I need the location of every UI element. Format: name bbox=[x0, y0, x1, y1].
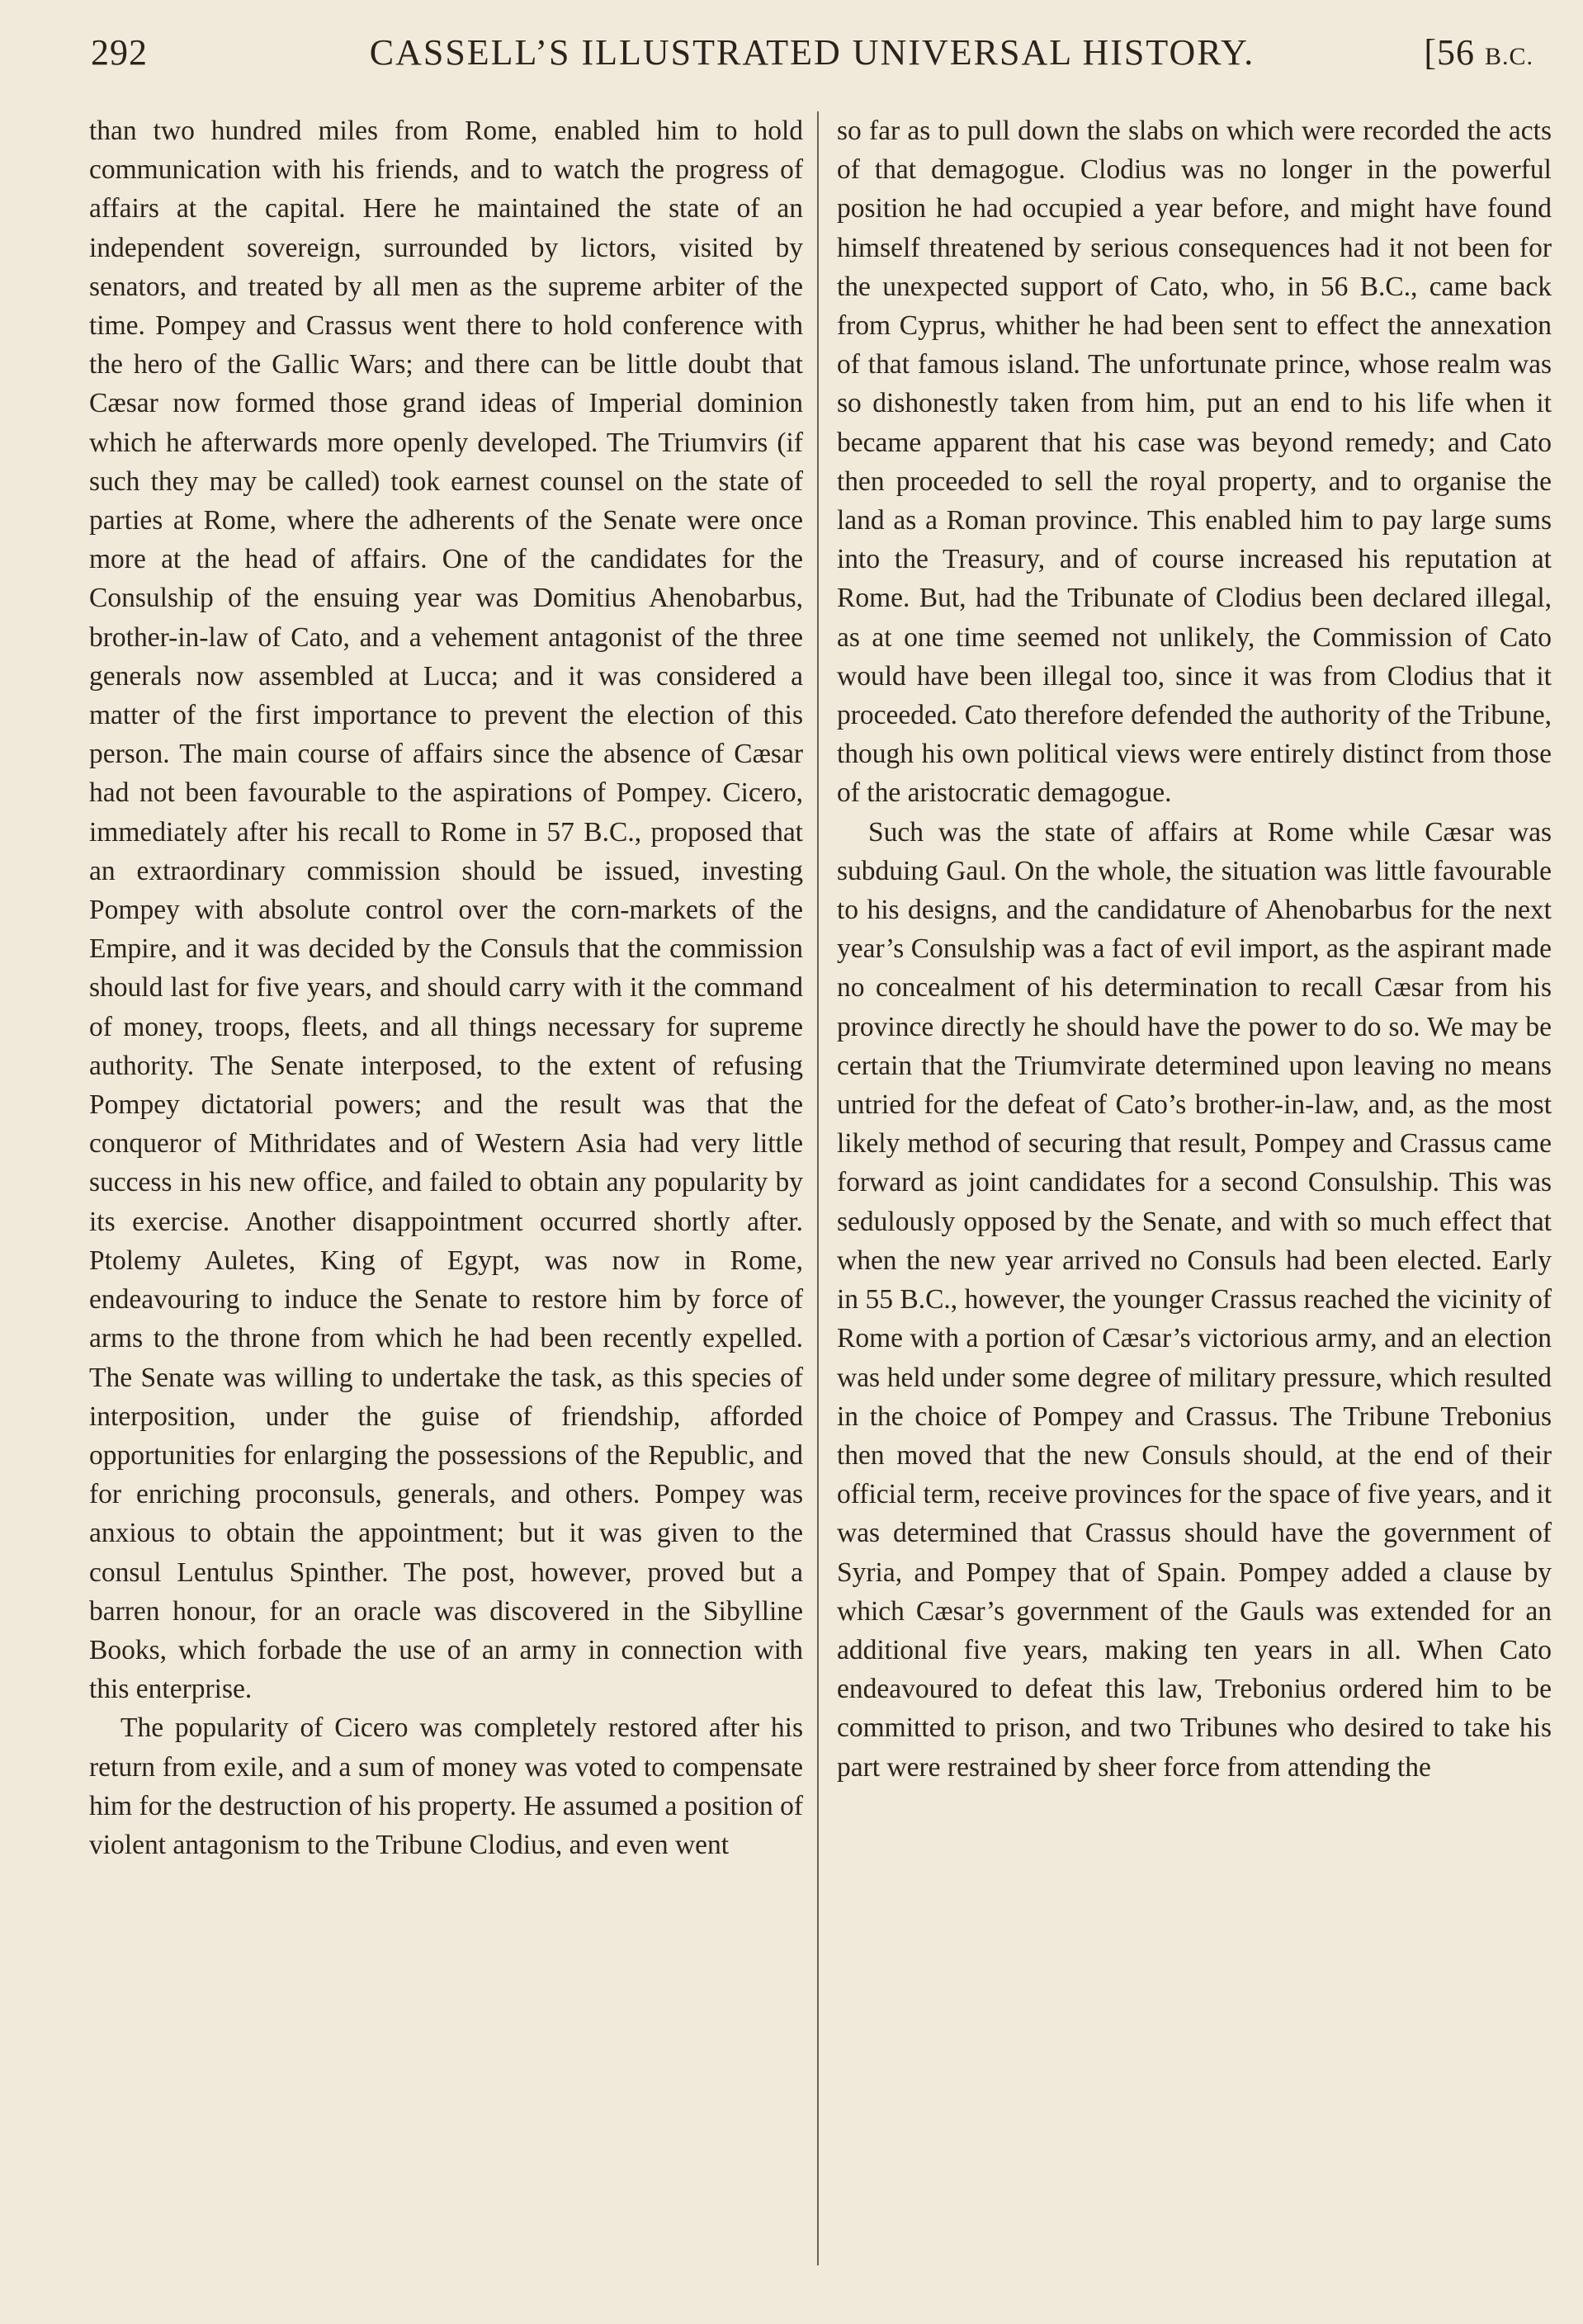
column-divider bbox=[817, 111, 819, 2265]
header-date bbox=[1424, 31, 1533, 73]
left-paragraph-1: than two hundred miles from Rome, enabled him to hold communication with his friends, and to watch the progress of affairs at the capital. Here he maintained the state of an independent sovereign, surrounded by lictors, visited by senators, and treated by all men as the supreme arbiter of the time. Pompey and Crassus went there to hold conference with the hero of the Gallic Wars; and there can be little doubt that Cæsar now formed those grand ideas of Imperial dominion which he afterwards more openly developed. The Triumvirs (if such they may be called) took earnest counsel on the state of parties at Rome, where the adherents of the Senate were once more at the head of affairs. One of the candidates for the Consulship of the ensuing year was Domitius Ahenobarbus, brother-in-law of Cato, and a vehement antagonist of the three generals now assembled at Lucca; and it was considered a matter of the first importance to prevent the election of this person. The main course of affairs since the absence of Cæsar had not been favourable to the aspirations of Pompey. Cicero, immediately after his recall to Rome in 57 B.C., proposed that an extraordinary commission should be issued, investing Pompey with absolute control over the corn-markets of the Empire, and it was decided by the Consuls that the commission should last for five years, and should carry with it the command of money, troops, fleets, and all things necessary for supreme authority. The Senate interposed, to the extent of refusing Pompey dictatorial powers; and the result was that the conqueror of Mithridates and of Western Asia had very little success in his new office, and failed to obtain any popularity by its exercise. Another disappointment occurred shortly after. Ptolemy Auletes, King of Egypt, was now in Rome, endeavouring to induce the Senate to restore him by force of arms to the throne from which he had been recently expelled. The Senate was willing to undertake the task, as this species of interposition, under the guise of friendship, afforded opportunities for enlarging the possessions of the Republic, and for enriching proconsuls, generals, and others. Pompey was anxious to obtain the appointment; but it was given to the consul Lentulus Spinther. The post, however, proved but a barren honour, for an oracle was discovered in the Sibylline Books, which forbade the use of an army in connection with this enterprise. bbox=[89, 116, 803, 1705]
left-column bbox=[89, 111, 803, 1864]
page-number: 292 bbox=[91, 32, 148, 73]
running-header bbox=[91, 31, 1533, 81]
running-title: CASSELL’S ILLUSTRATED UNIVERSAL HISTORY. bbox=[369, 32, 1255, 73]
header-date-era: B.C. bbox=[1484, 43, 1533, 70]
header-date-prefix: [56 bbox=[1424, 32, 1485, 73]
left-paragraph-2: The popularity of Cicero was completely restored after his return from exile, and a sum of money was voted to compensate him for the destruction of his property. He assumed a position of violent antagonism to the Tribune Clodius, and even went bbox=[89, 1712, 803, 1860]
right-paragraph-2: Such was the state of affairs at Rome while Cæsar was subduing Gaul. On the whole, the situation was little favourable to his designs, and the candidature of Ahenobarbus for the next year’s Consulship was a fact of evil import, as the aspirant made no concealment of his determination to recall Cæsar from his province directly he should have the power to do so. We may be certain that the Triumvirate determined upon leaving no means untried for the defeat of Cato’s brother-in-law, and, as the most likely method of securing that result, Pompey and Crassus came forward as joint candidates for a second Consulship. This was sedulously opposed by the Senate, and with so much effect that when the new year arrived no Consuls had been elected. Early in 55 B.C., however, the younger Crassus reached the vicinity of Rome with a portion of Cæsar’s victorious army, and an election was held under some degree of military pressure, which resulted in the choice of Pompey and Crassus. The Tribune Trebonius then moved that the new Consuls should, at the end of their official term, receive provinces for the space of five years, and it was determined that Crassus should have the government of Syria, and Pompey that of Spain. Pompey added a clause by which Cæsar’s government of the Gauls was extended for an additional five years, making ten years in all. When Cato endeavoured to defeat this law, Trebonius ordered him to be committed to prison, and two Tribunes who desired to take his part were restrained by sheer force from attending the bbox=[837, 816, 1552, 1783]
right-column bbox=[837, 111, 1552, 1787]
right-paragraph-1: so far as to pull down the slabs on which were recorded the acts of that demagogue. Clodius was no longer in the powerful position he had occupied a year before, and might have found himself threatened by serious consequences had it not been for the unexpected support of Cato, who, in 56 B.C., came back from Cyprus, whither he had been sent to effect the annexation of that famous island. The unfortunate prince, whose realm was so dishonestly taken from him, put an end to his life when it became apparent that his case was beyond remedy; and Cato then proceeded to sell the royal property, and to organise the land as a Roman province. This enabled him to pay large sums into the Treasury, and of course increased his reputation at Rome. But, had the Tribunate of Clodius been declared illegal, as at one time seemed not unlikely, the Commission of Cato would have been illegal too, since it was from Clodius that it proceeded. Cato therefore defended the authority of the Tribune, though his own political views were entirely distinct from those of the aristocratic demagogue. bbox=[837, 116, 1552, 809]
